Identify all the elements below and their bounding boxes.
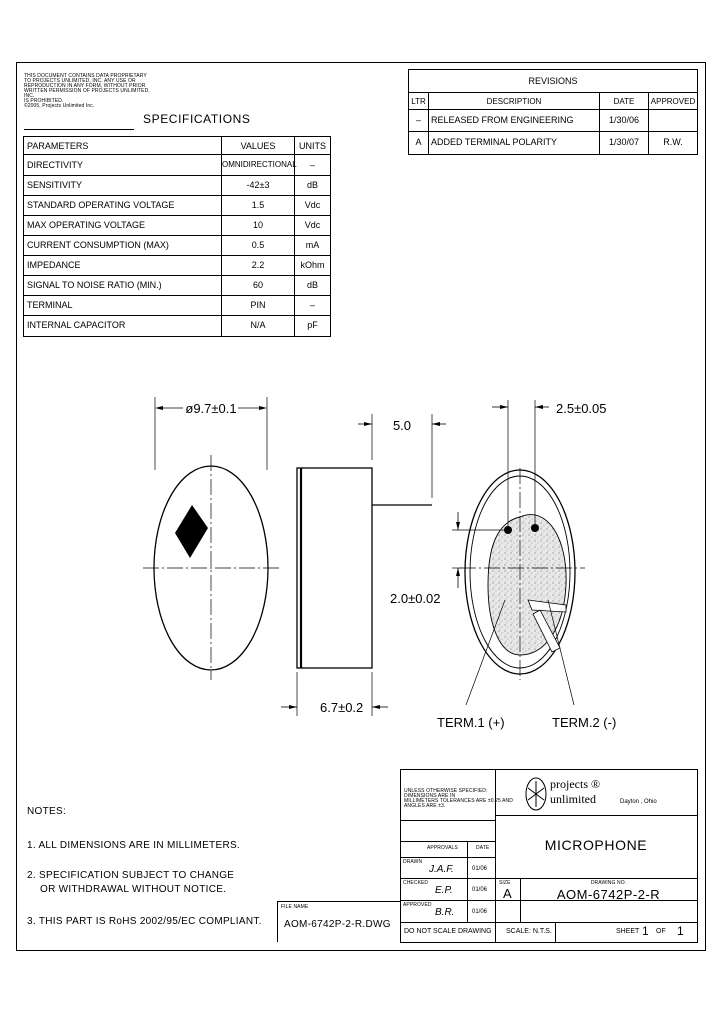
checked-date: 01/06	[472, 887, 488, 893]
spec-row-value: 0.5	[251, 240, 265, 250]
size-value: A	[503, 886, 512, 901]
note-item: 3. THIS PART IS RoHS 2002/95/EC COMPLIANT.	[27, 916, 262, 927]
sheet-number: 1	[642, 924, 649, 938]
drawing-number: AOM-6742P-2-R	[556, 887, 661, 902]
proprietary-notice: THIS DOCUMENT CONTAINS DATA PROPRIETARY TO PROJECTS UNLIMITED, INC. ANY USE OR REPRODUCTION IN ANY FORM, WITHOUT PRIOR WRITTEN PERMISSION OF PROJECTS UNLIMITED, INC. IS PROHIBITED. ©2005, Projects Unlimited Inc.	[24, 73, 150, 109]
spec-header-unit: UNITS	[299, 141, 326, 151]
note-item: OR WITHDRAWAL WITHOUT NOTICE.	[40, 884, 227, 895]
spec-row-param: SIGNAL TO NOISE RATIO (MIN.)	[27, 280, 162, 290]
note-item: 1. ALL DIMENSIONS ARE IN MILLIMETERS.	[27, 840, 241, 851]
file-name-box	[277, 901, 401, 942]
company-logo-icon	[525, 777, 547, 811]
rev-header-date: DATE	[613, 97, 635, 106]
spec-row-unit: mA	[305, 240, 320, 250]
company-name-line2: unlimited	[550, 792, 596, 806]
spec-row-param: DIRECTIVITY	[27, 160, 84, 170]
size-label: SIZE	[499, 880, 511, 886]
company-location: Dayton , Ohio	[620, 799, 657, 805]
spec-header-value: VALUES	[240, 141, 276, 151]
notes-title: NOTES:	[27, 806, 67, 817]
spec-row-unit: Vdc	[304, 220, 321, 230]
dim-pin-length: 5.0	[392, 418, 412, 433]
spec-row-unit: kOhm	[300, 260, 325, 270]
no-scale-note: DO NOT SCALE DRAWING	[404, 928, 492, 935]
spec-row-param: INTERNAL CAPACITOR	[27, 320, 126, 330]
notes-section	[27, 806, 66, 817]
rev-row-desc: RELEASED FROM ENGINEERING	[431, 115, 574, 125]
approved-by: B.R.	[435, 907, 455, 918]
spec-row-unit: dB	[306, 280, 318, 290]
file-name: AOM-6742P-2-R.DWG	[284, 919, 391, 930]
drawn-date: 01/06	[472, 866, 488, 872]
side-view	[281, 414, 446, 716]
dim-diameter: ø9.7±0.1	[185, 401, 237, 416]
back-view	[452, 400, 585, 705]
spec-row-value: N/A	[250, 320, 266, 330]
spec-row-param: IMPEDANCE	[27, 260, 81, 270]
rev-header-desc: DESCRIPTION	[486, 97, 542, 106]
drawn-label: DRAWN	[403, 859, 423, 865]
scale-note: SCALE: N.T.S.	[506, 928, 552, 935]
part-title: MICROPHONE	[544, 837, 648, 853]
checked-label: CHECKED	[403, 880, 429, 886]
front-view	[143, 397, 279, 680]
rev-row-ltr: A	[415, 137, 422, 147]
dim-offset: 2.0±0.02	[390, 591, 441, 606]
spec-row-unit: Vdc	[304, 200, 321, 210]
spec-row-param: SENSITIVITY	[27, 180, 83, 190]
dim-pin-spacing: 2.5±0.05	[556, 401, 607, 416]
spec-row-value: 1.5	[251, 200, 265, 210]
term2-label: TERM.2 (-)	[552, 715, 617, 730]
approvals-label: APPROVALS	[427, 845, 458, 851]
rev-header-approved: APPROVED	[650, 97, 696, 106]
spec-row-unit: –	[309, 160, 315, 170]
tolerance-note: UNLESS OTHERWISE SPECIFIED: DIMENSIONS ARE IN MILLIMETERS TOLERANCES ARE ±0.25 AND ANGLES ARE ±3.	[404, 788, 513, 809]
sheet-count: 1	[677, 924, 684, 938]
spec-row-param: CURRENT CONSUMPTION (MAX)	[27, 240, 169, 250]
approved-label: APPROVED	[403, 902, 432, 908]
spec-row-unit: –	[309, 300, 315, 310]
specifications-title: SPECIFICATIONS	[143, 112, 251, 126]
rev-row-approved: R.W.	[663, 137, 683, 147]
rev-row-ltr: –	[415, 115, 421, 125]
polarity-diamond-icon	[175, 505, 208, 558]
note-item: 2. SPECIFICATION SUBJECT TO CHANGE	[27, 870, 235, 881]
spec-row-param: STANDARD OPERATING VOLTAGE	[27, 200, 175, 210]
rev-header-ltr: LTR	[411, 97, 426, 106]
rev-row-date: 1/30/06	[608, 115, 640, 125]
date-label: DATE	[476, 845, 490, 851]
spec-row-value: 10	[252, 220, 263, 230]
spec-row-value: OMNIDIRECTIONAL	[222, 160, 297, 169]
dim-height: 6.7±0.2	[320, 700, 364, 715]
spec-row-unit: dB	[306, 180, 318, 190]
revisions-title: REVISIONS	[528, 76, 578, 86]
spec-row-param: MAX OPERATING VOLTAGE	[27, 220, 146, 230]
of-label: OF	[656, 928, 666, 935]
approved-date: 01/06	[472, 909, 488, 915]
term1-label: TERM.1 (+)	[437, 715, 505, 730]
spec-row-value: 60	[252, 280, 263, 290]
terminal-2-pin-icon	[531, 524, 539, 532]
file-name-label: FILE NAME	[281, 904, 309, 910]
company-name-line1: projects ®	[550, 777, 601, 791]
spec-header-param: PARAMETERS	[27, 141, 89, 151]
spec-row-param: TERMINAL	[27, 300, 73, 310]
drawing-no-label: DRAWING NO.	[590, 880, 627, 886]
spec-row-unit: pF	[307, 320, 318, 330]
rev-row-desc: ADDED TERMINAL POLARITY	[431, 137, 558, 147]
spec-row-value: PIN	[250, 300, 266, 310]
checked-by: E.P.	[435, 885, 453, 896]
title-block	[400, 769, 698, 943]
drawn-by: J.A.F.	[429, 864, 454, 875]
sheet-label: SHEET	[616, 928, 640, 935]
spec-row-value: -42±3	[246, 180, 270, 190]
rev-row-date: 1/30/07	[608, 137, 640, 147]
spec-row-value: 2.2	[251, 260, 265, 270]
terminal-1-pin-icon	[504, 526, 512, 534]
